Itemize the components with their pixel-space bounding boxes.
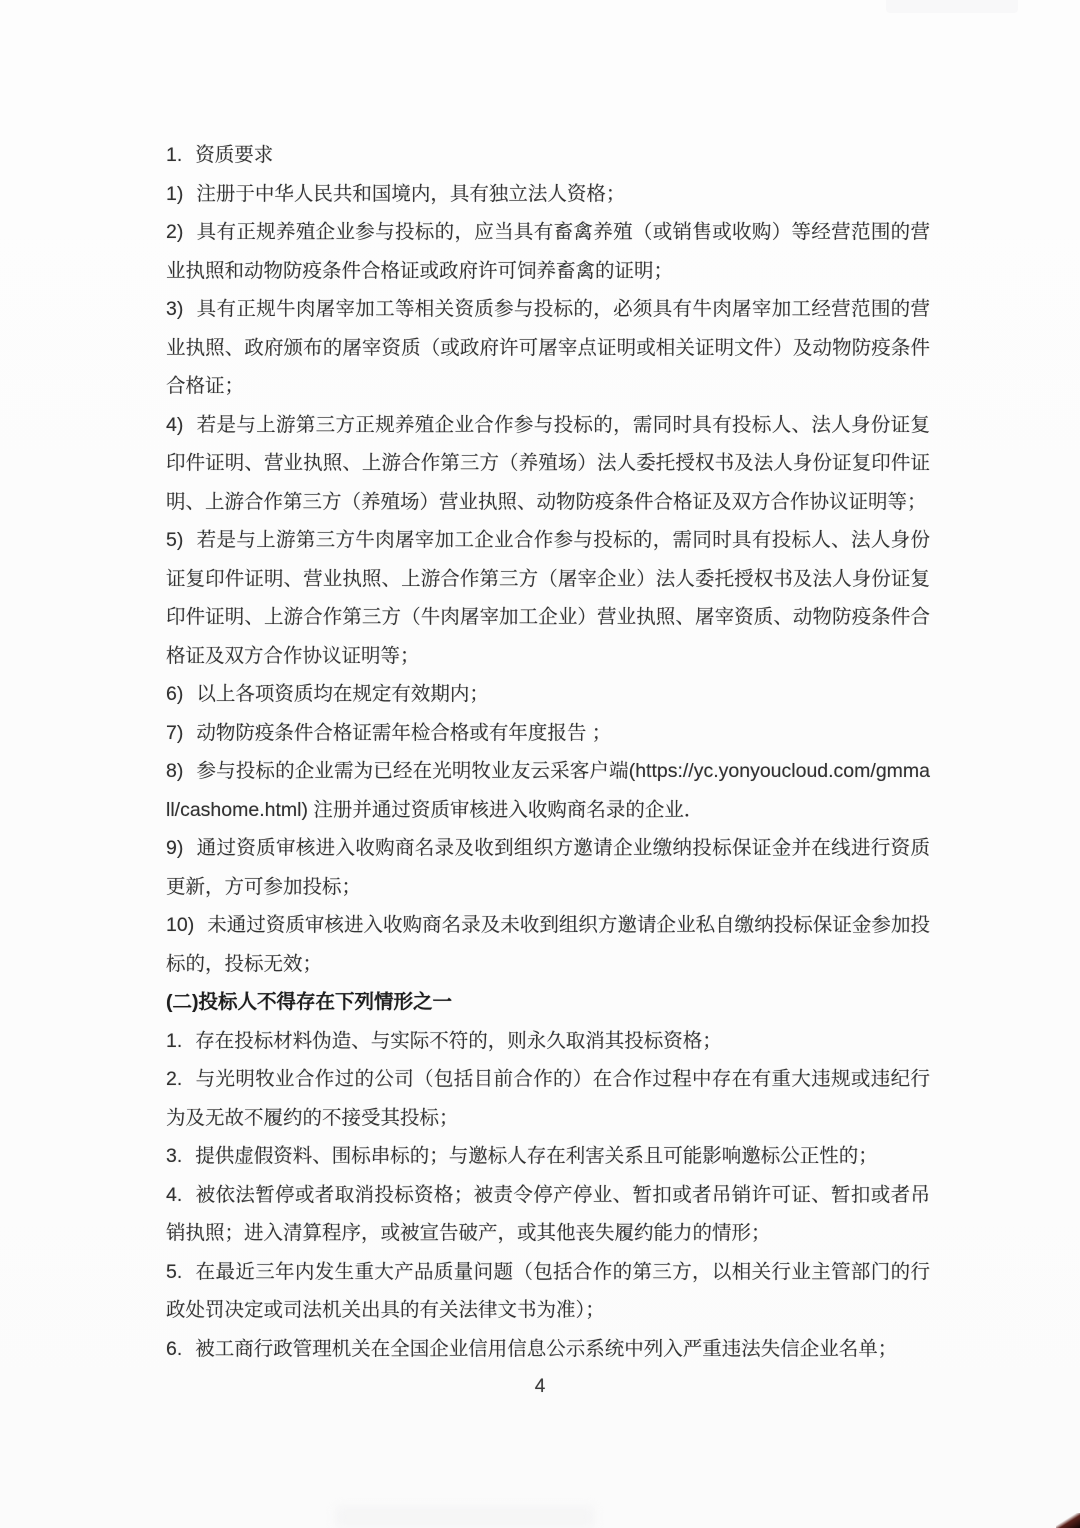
list-text: 参与投标的企业需为已经在光明牧业友云采客户端(https://yc.yonyoucloud.com/gmmall/cashome.html) 注册并通过资质审核进入收购商名录的企业． bbox=[166, 760, 930, 821]
list-text: 通过资质审核进入收购商名录及收到组织方邀请企业缴纳投标保证金并在线进行资质更新，方可参加投标； bbox=[166, 837, 930, 898]
list-text: 注册于中华人民共和国境内，具有独立法人资格； bbox=[196, 182, 626, 205]
list-item-s2-1 bbox=[166, 1022, 930, 1061]
list-text: 被依法暂停或者取消投标资格；被责令停产停业、暂扣或者吊销许可证、暂扣或者吊销执照；进入清算程序，或被宣告破产，或其他丧失履约能力的情形； bbox=[166, 1183, 930, 1244]
list-text: 提供虚假资料、围标串标的；与邀标人存在利害关系且可能影响邀标公正性的； bbox=[195, 1145, 878, 1167]
list-marker: 1. bbox=[166, 1029, 183, 1052]
list-marker: 3) bbox=[166, 298, 184, 320]
list-text: 未通过资质审核进入收购商名录及未收到组织方邀请企业私自缴纳投标保证金参加投标的，投标无效； bbox=[166, 914, 930, 975]
list-text: 若是与上游第三方正规养殖企业合作参与投标的，需同时具有投标人、法人身份证复印件证明、营业执照、上游合作第三方（养殖场）法人委托授权书及法人身份证复印件证明、上游合作第三方（养殖场）营业执照、动物防疫条件合格证及双方合作协议证明等； bbox=[166, 413, 930, 513]
list-marker: 2. bbox=[166, 1068, 183, 1090]
list-marker: 6) bbox=[166, 683, 184, 705]
list-item-3 bbox=[166, 290, 930, 406]
list-text: 在最近三年内发生重大产品质量问题（包括合作的第三方，以相关行业主管部门的行政处罚决定或司法机关出具的有关法律文书为准）； bbox=[166, 1260, 930, 1321]
list-marker: 5. bbox=[166, 1260, 183, 1283]
list-marker: 1. bbox=[166, 144, 183, 166]
list-item-7 bbox=[166, 714, 930, 753]
list-marker: 7) bbox=[166, 721, 184, 744]
list-item-s2-2 bbox=[166, 1060, 930, 1137]
scan-artifact-top bbox=[886, 0, 1018, 13]
list-item-s2-5 bbox=[166, 1253, 930, 1330]
section-heading-text: (二)投标人不得存在下列情形之一 bbox=[166, 991, 452, 1013]
list-item-9 bbox=[166, 829, 930, 906]
list-item-6 bbox=[166, 675, 930, 714]
document-content bbox=[166, 136, 930, 1368]
list-text: 存在投标材料伪造、与实际不符的，则永久取消其投标资格； bbox=[195, 1029, 722, 1052]
list-text: 资质要求 bbox=[195, 144, 274, 166]
list-marker: 8) bbox=[166, 760, 184, 782]
list-marker: 9) bbox=[166, 837, 184, 859]
list-text: 与光明牧业合作过的公司（包括目前合作的）在合作过程中存在有重大违规或违纪行为及无故不履约的不接受其投标； bbox=[166, 1068, 930, 1129]
list-marker: 10) bbox=[166, 914, 195, 936]
scan-artifact-smudge bbox=[335, 1506, 595, 1528]
list-item-4 bbox=[166, 406, 930, 522]
section-heading-2 bbox=[166, 983, 930, 1022]
list-marker: 6. bbox=[166, 1337, 183, 1360]
list-marker: 3. bbox=[166, 1145, 183, 1167]
list-item-1 bbox=[166, 175, 930, 214]
list-text: 具有正规牛肉屠宰加工等相关资质参与投标的，必须具有牛肉屠宰加工经营范围的营业执照、政府颁布的屠宰资质（或政府许可屠宰点证明或相关证明文件）及动物防疫条件合格证； bbox=[166, 298, 930, 397]
list-text: 具有正规养殖企业参与投标的，应当具有畜禽养殖（或销售或收购）等经营范围的营业执照和动物防疫条件合格证或政府许可饲养畜禽的证明； bbox=[166, 221, 930, 282]
list-marker: 5) bbox=[166, 529, 184, 551]
list-text: 以上各项资质均在规定有效期内； bbox=[196, 683, 489, 705]
list-item-s2-3 bbox=[166, 1137, 930, 1176]
list-item-5 bbox=[166, 521, 930, 675]
list-item-8 bbox=[166, 752, 930, 829]
list-item-10 bbox=[166, 906, 930, 983]
list-marker: 4) bbox=[166, 413, 184, 436]
list-marker: 2) bbox=[166, 221, 184, 243]
page-number: 4 bbox=[534, 1376, 546, 1397]
list-item-s2-6 bbox=[166, 1330, 930, 1369]
list-text: 动物防疫条件合格证需年检合格或有年度报告 ； bbox=[196, 721, 612, 744]
list-marker: 1) bbox=[166, 182, 184, 205]
list-item-qualification-title bbox=[166, 136, 930, 175]
scan-artifact-corner bbox=[1056, 1513, 1080, 1528]
list-marker: 4. bbox=[166, 1183, 183, 1206]
list-text: 被工商行政管理机关在全国企业信用信息公示系统中列入严重违法失信企业名单； bbox=[195, 1337, 898, 1360]
list-text: 若是与上游第三方牛肉屠宰加工企业合作参与投标的，需同时具有投标人、法人身份证复印件证明、营业执照、上游合作第三方（屠宰企业）法人委托授权书及法人身份证复印件证明、上游合作第三方（牛肉屠宰加工企业）营业执照、屠宰资质、动物防疫条件合格证及双方合作协议证明等； bbox=[166, 529, 930, 667]
list-item-2 bbox=[166, 213, 930, 290]
list-item-s2-4 bbox=[166, 1176, 930, 1253]
